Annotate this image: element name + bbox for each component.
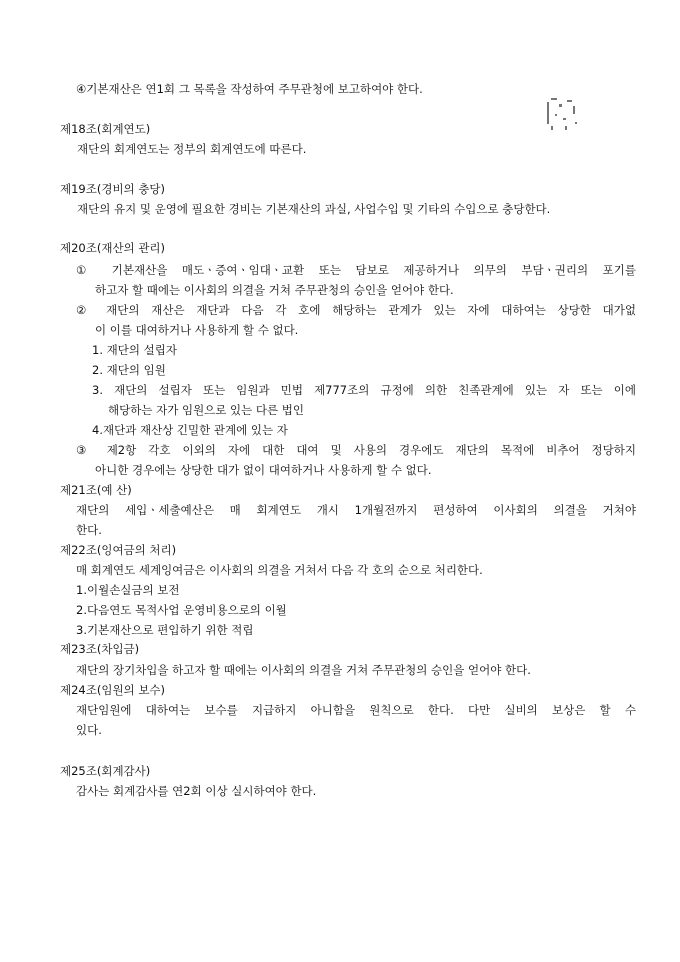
article-20-paragraph-3-line-1: ③ 제2항 각호 이외의 자에 대한 대여 및 사용의 경우에도 재단의 목적에 비추어 정당하지: [76, 443, 636, 457]
article-20-item-1: 1. 재단의 설립자: [92, 343, 177, 357]
article-20-item-3-line-1: 3. 재단의 설립자 또는 임원과 민법 제777조의 규정에 의한 친족관계에 있는 자 또는 이에: [92, 383, 636, 397]
article-21-body-line-1: 재단의 세입ㆍ세출예산은 매 회계연도 개시 1개월전까지 편성하여 이사회의 의결을 거쳐야: [76, 503, 636, 517]
article-20-title: 제20조(재산의 관리): [60, 241, 166, 255]
article-17-paragraph-4: ④기본재산은 연1회 그 목록을 작성하여 주무관청에 보고하여야 한다.: [76, 82, 423, 96]
article-22-item-1: 1.이월손실금의 보전: [76, 583, 180, 597]
article-22-body: 매 회계연도 세계잉여금은 이사회의 의결을 거쳐서 다음 각 호의 순으로 처리한다.: [76, 563, 483, 577]
article-22-item-2: 2.다음연도 목적사업 운영비용으로의 이월: [76, 603, 287, 617]
seal-stamp-mark: [545, 96, 579, 132]
article-20-paragraph-2-line-2: 이 이를 대여하거나 사용하게 할 수 없다.: [95, 323, 299, 337]
article-23-title: 제23조(차입금): [60, 642, 140, 656]
article-20-paragraph-1-line-1: ① 기본재산을 매도ㆍ증여ㆍ임대ㆍ교환 또는 담보로 제공하거나 의무의 부담ㆍ권리의 포기를: [76, 263, 636, 277]
article-20-paragraph-3-line-2: 아니한 경우에는 상당한 대가 없이 대여하거나 사용하게 할 수 없다.: [95, 463, 432, 477]
article-25-title: 제25조(회계감사): [60, 764, 151, 778]
article-24-body-line-2: 있다.: [76, 723, 102, 737]
article-18-title: 제18조(회계연도): [60, 122, 151, 136]
article-20-paragraph-2-line-1: ② 재단의 재산은 재단과 다음 각 호에 해당하는 관계가 있는 자에 대하여는 상당한 대가없: [76, 303, 636, 317]
article-20-paragraph-1-line-2: 하고자 할 때에는 이사회의 의결을 거쳐 주무관청의 승인을 얻어야 한다.: [95, 283, 454, 297]
article-20-item-3-line-2: 해당하는 자가 임원으로 있는 다른 법인: [108, 403, 305, 417]
article-22-item-3: 3.기본재산으로 편입하기 위한 적립: [76, 623, 254, 637]
article-19-body: 재단의 유지 및 운영에 필요한 경비는 기본재산의 과실, 사업수입 및 기타의 수입으로 충당한다.: [77, 202, 551, 216]
article-24-title: 제24조(임원의 보수): [60, 683, 166, 697]
article-18-body: 재단의 회계연도는 정부의 회계연도에 따른다.: [77, 142, 307, 156]
article-20-item-4: 4.재단과 재산상 긴밀한 관계에 있는 자: [92, 423, 288, 437]
article-19-title: 제19조(경비의 충당): [60, 182, 166, 196]
article-21-body-line-2: 한다.: [76, 523, 102, 537]
article-20-item-2: 2. 재단의 임원: [92, 363, 166, 377]
article-22-title: 제22조(잉여금의 처리): [60, 543, 177, 557]
article-23-body: 재단의 장기차입을 하고자 할 때에는 이사회의 의결을 거쳐 주무관청의 승인을 얻어야 한다.: [76, 663, 531, 677]
article-24-body-line-1: 재단임원에 대하여는 보수를 지급하지 아니함을 원칙으로 한다. 다만 실비의 보상은 할 수: [76, 703, 636, 717]
article-25-body: 감사는 회계감사를 연2회 이상 실시하여야 한다.: [76, 784, 317, 798]
article-21-title: 제21조(예 산): [60, 483, 132, 497]
